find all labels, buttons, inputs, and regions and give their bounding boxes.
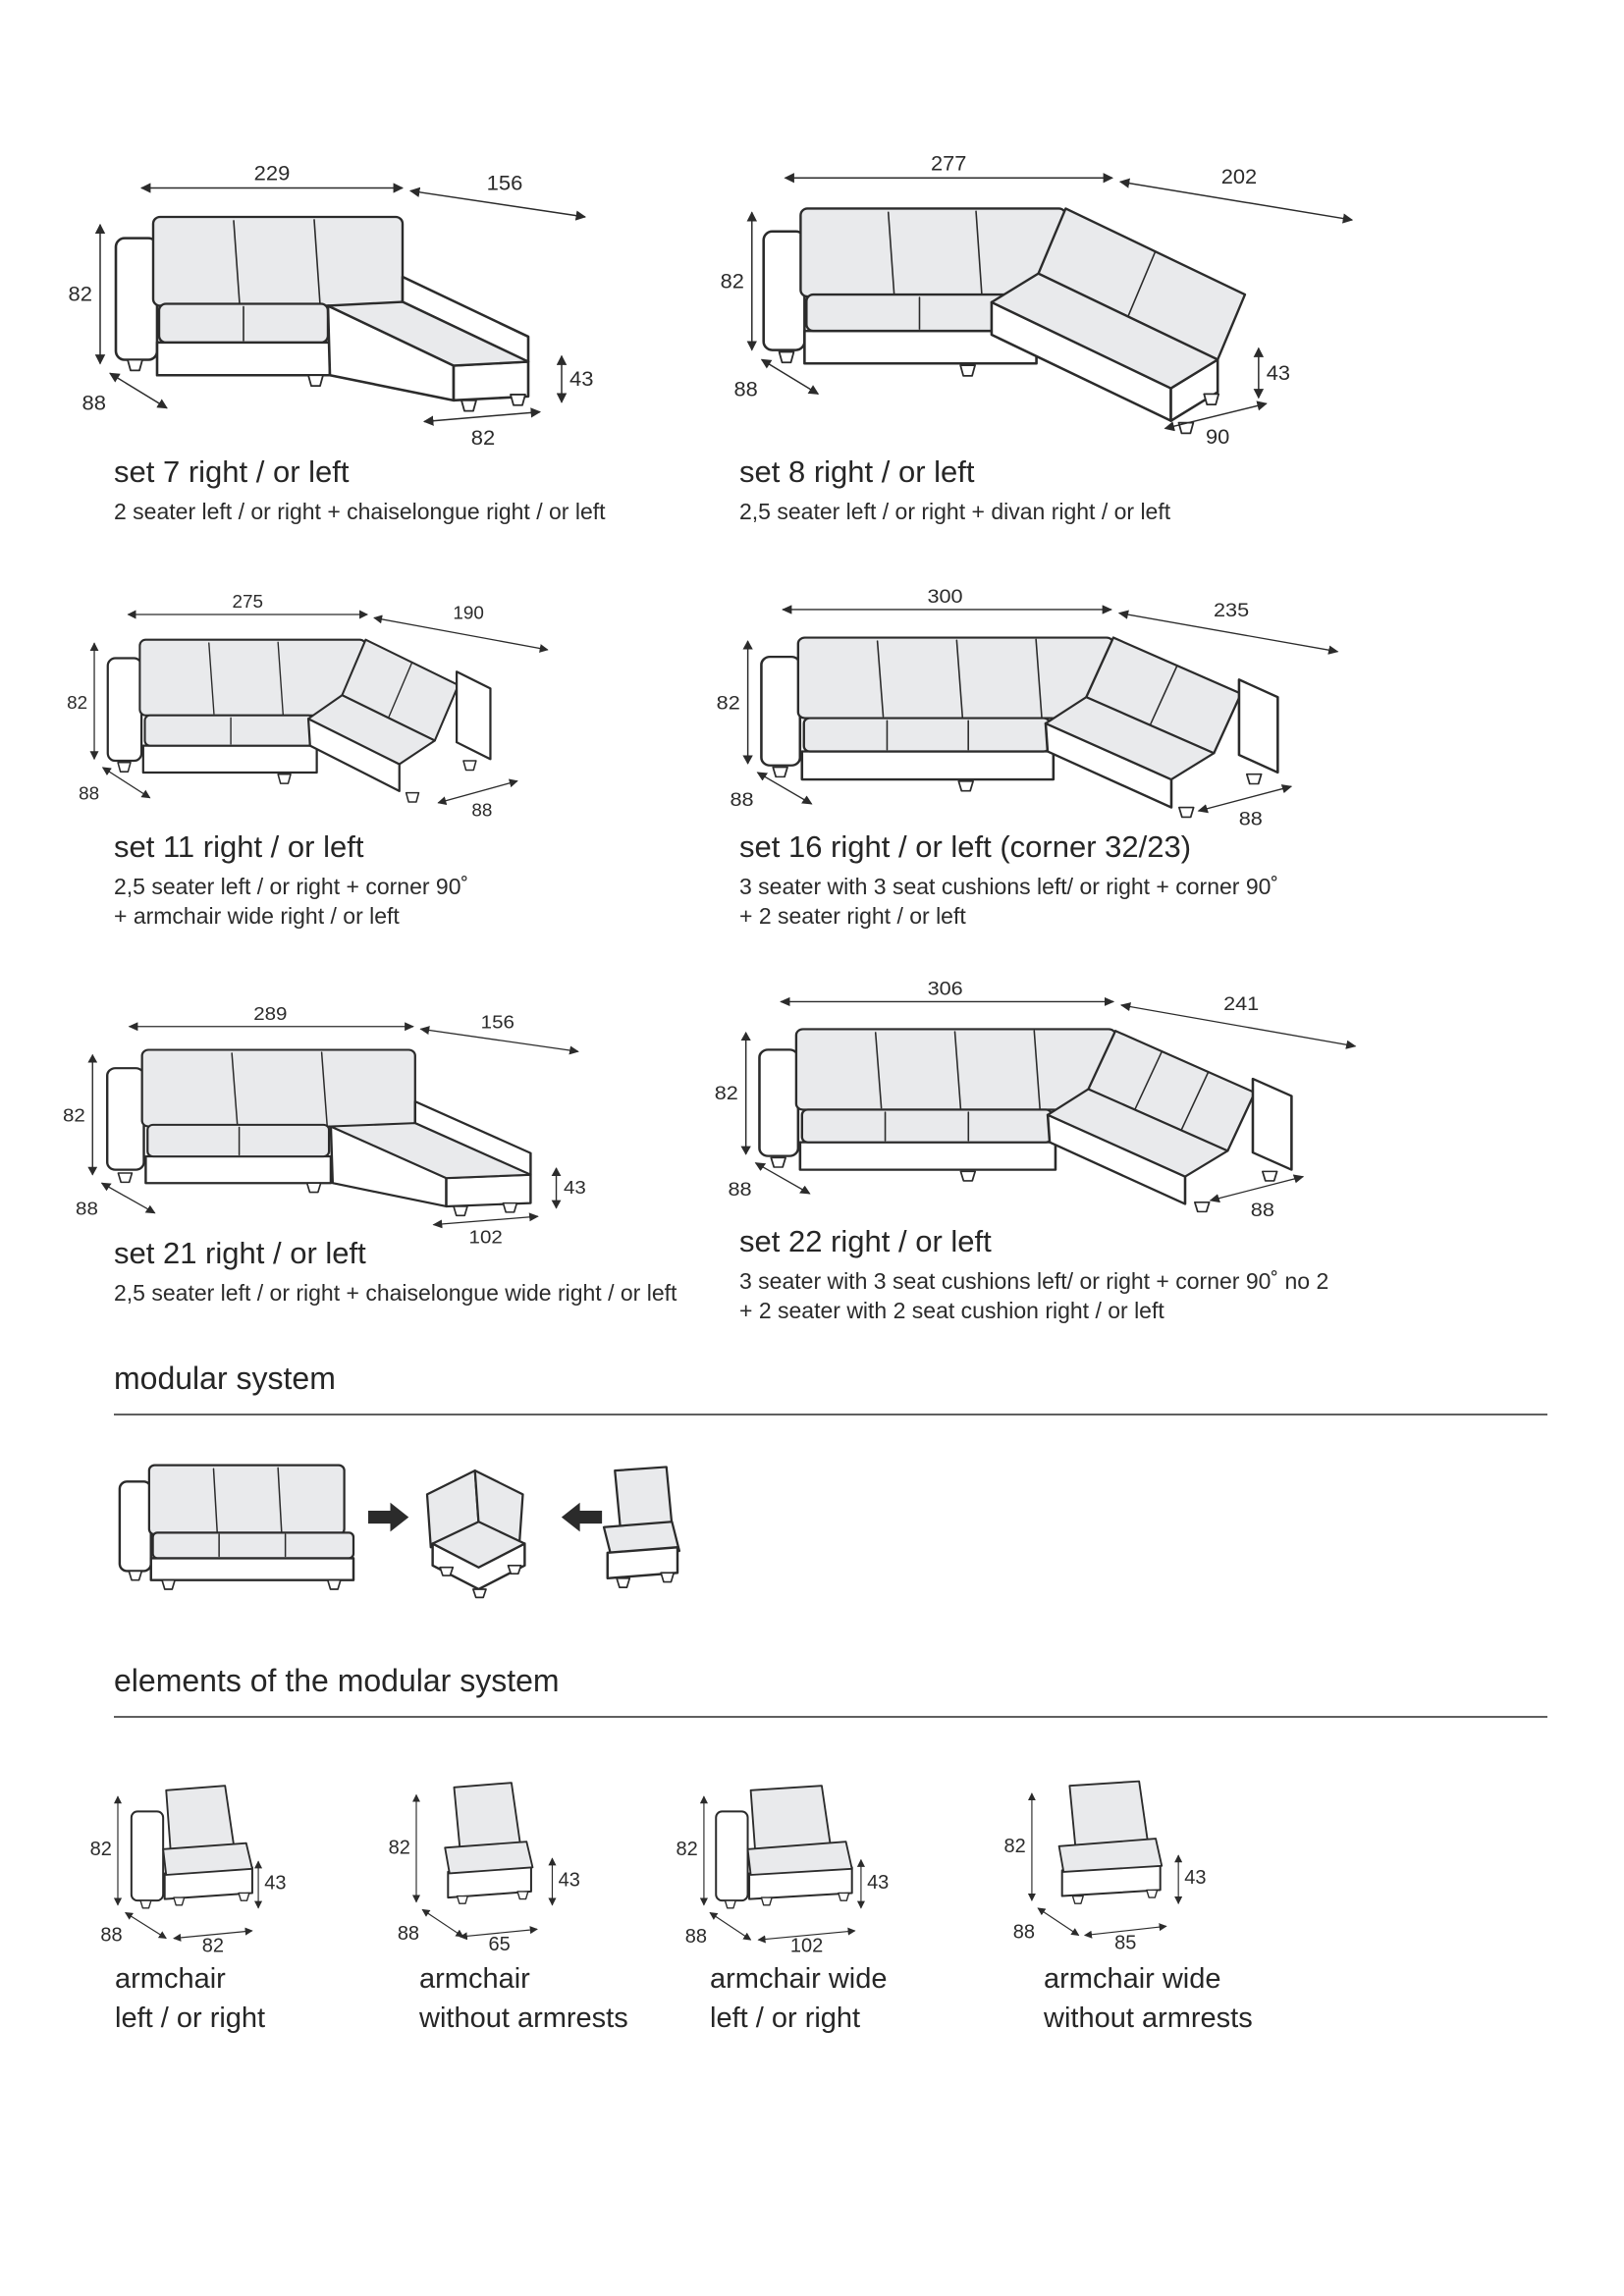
dim-seat-height: 43 — [1266, 359, 1291, 385]
arrow-right-icon — [368, 1503, 408, 1532]
set-desc-line: 3 seater with 3 seat cushions left/ or right + corner 90˚ — [739, 874, 1279, 899]
element-armchair-no-armrests-drawing — [388, 1757, 593, 1955]
dim-depth: 88 — [733, 376, 758, 401]
dim-width: 85 — [1114, 1932, 1137, 1954]
set-title: set 22 right / or left — [739, 1224, 992, 1258]
dim-diagonal-width: 235 — [1213, 600, 1250, 621]
modular-sofa-illustration — [120, 1466, 353, 1589]
dim-seat-height: 43 — [1184, 1867, 1207, 1890]
dim-seat-height: 43 — [558, 1869, 580, 1892]
set-desc-line: + 2 seater right / or left — [739, 903, 966, 930]
dim-end-width: 88 — [471, 799, 493, 821]
section-heading-modular: modular system — [114, 1361, 336, 1396]
armchair-illustration — [716, 1786, 851, 1908]
dim-height: 82 — [1003, 1835, 1026, 1857]
dim-seat-height: 43 — [867, 1871, 890, 1894]
dim-depth: 88 — [730, 788, 754, 811]
dim-height: 82 — [68, 281, 92, 306]
dim-end-width: 90 — [1206, 424, 1230, 450]
arrow-left-icon — [562, 1503, 602, 1532]
dim-diagonal-width: 156 — [480, 1012, 514, 1034]
corner-module-illustration — [427, 1470, 524, 1597]
dim-diagonal-width: 156 — [486, 170, 523, 195]
dim-height: 82 — [67, 691, 88, 713]
set-desc-line: 2 seater left / or right + chaiselongue right / or left — [114, 499, 606, 524]
dim-diagonal-width: 241 — [1223, 993, 1260, 1015]
dim-top-width: 275 — [232, 591, 264, 613]
dim-top-width: 289 — [253, 1003, 288, 1025]
set-desc-line: 2,5 seater left / or right + divan right / or left — [739, 499, 1171, 524]
sofa-illustration — [759, 1029, 1291, 1211]
dim-depth: 88 — [81, 390, 106, 415]
set16-drawing — [716, 585, 1363, 830]
set-title: set 8 right / or left — [739, 454, 975, 489]
sofa-illustration — [764, 208, 1245, 433]
sofa-illustration — [108, 640, 491, 802]
set22-drawing — [714, 978, 1382, 1221]
element-label-line: armchair — [115, 1963, 226, 1995]
armchair-illustration — [445, 1783, 532, 1903]
modular-system-drawing — [103, 1447, 692, 1602]
set-title: set 16 right / or left (corner 32/23) — [739, 829, 1192, 864]
dim-height: 82 — [89, 1839, 112, 1860]
set-desc-line: 2,5 seater left / or right + chaiselongue wide right / or left — [114, 1280, 677, 1306]
dim-width: 82 — [201, 1935, 225, 1957]
dim-depth: 88 — [100, 1924, 123, 1947]
section-heading-elements: elements of the modular system — [114, 1663, 560, 1698]
set11-drawing — [67, 591, 576, 821]
element-label-line: armchair — [419, 1963, 530, 1995]
dim-end-width: 88 — [1238, 808, 1263, 830]
dim-height: 82 — [716, 692, 740, 715]
dim-width: 102 — [789, 1935, 824, 1957]
set21-drawing — [62, 1003, 619, 1249]
sofa-illustration — [107, 1050, 530, 1216]
dim-end-width: 102 — [468, 1227, 503, 1249]
element-armchair-drawing — [89, 1757, 295, 1957]
dim-depth: 88 — [684, 1926, 707, 1949]
dim-depth: 88 — [728, 1178, 752, 1201]
dim-seat-height: 43 — [564, 1178, 586, 1200]
dim-depth: 88 — [1012, 1921, 1035, 1944]
element-label-line: armchair wide — [1044, 1963, 1221, 1995]
divider-rule — [114, 1414, 1547, 1415]
dim-diagonal-width: 202 — [1220, 164, 1258, 189]
dim-height: 82 — [62, 1105, 85, 1127]
sofa-illustration — [761, 638, 1277, 818]
element-label-line: left / or right — [710, 2002, 861, 2035]
sofa-illustration — [116, 217, 528, 411]
dim-top-width: 300 — [927, 585, 963, 608]
set-desc-line: + 2 seater with 2 seat cushion right / or left — [739, 1298, 1164, 1324]
dim-height: 82 — [388, 1837, 410, 1859]
set-title: set 11 right / or left — [114, 829, 364, 864]
dim-depth: 88 — [397, 1923, 420, 1946]
set-title: set 7 right / or left — [114, 454, 350, 489]
dim-height: 82 — [714, 1083, 738, 1104]
armchair-illustration — [1059, 1782, 1163, 1904]
set-desc-line: + armchair wide right / or left — [114, 903, 400, 930]
set7-drawing — [68, 159, 601, 451]
dim-top-width: 229 — [253, 160, 291, 186]
dim-depth: 88 — [79, 782, 100, 804]
divider-rule — [114, 1716, 1547, 1718]
element-armchair-wide-no-armrests-drawing — [1003, 1757, 1212, 1954]
dim-end-width: 88 — [1250, 1199, 1274, 1221]
dim-diagonal-width: 190 — [453, 602, 484, 623]
element-label-line: left / or right — [115, 2002, 266, 2035]
dim-top-width: 306 — [927, 978, 963, 1000]
element-label-line: without armrests — [419, 2002, 628, 2035]
dim-height: 82 — [676, 1839, 698, 1860]
dim-width: 65 — [488, 1933, 511, 1955]
set8-drawing — [720, 149, 1368, 450]
set-desc-line: 2,5 seater left / or right + corner 90˚ — [114, 874, 469, 899]
dim-top-width: 277 — [931, 150, 967, 176]
dim-seat-height: 43 — [264, 1872, 287, 1895]
set-desc-line: 3 seater with 3 seat cushions left/ or right + corner 90˚ no 2 — [739, 1268, 1329, 1294]
set-title: set 21 right / or left — [114, 1236, 366, 1270]
dim-end-width: 82 — [470, 425, 496, 451]
element-label-line: without armrests — [1044, 2002, 1253, 2035]
element-label-line: armchair wide — [710, 1963, 888, 1995]
armchair-illustration — [132, 1786, 252, 1908]
dim-depth: 88 — [76, 1199, 98, 1220]
armless-module-illustration — [604, 1467, 679, 1587]
dim-seat-height: 43 — [569, 366, 594, 392]
element-armchair-wide-drawing — [676, 1757, 890, 1957]
dim-height: 82 — [720, 268, 744, 294]
